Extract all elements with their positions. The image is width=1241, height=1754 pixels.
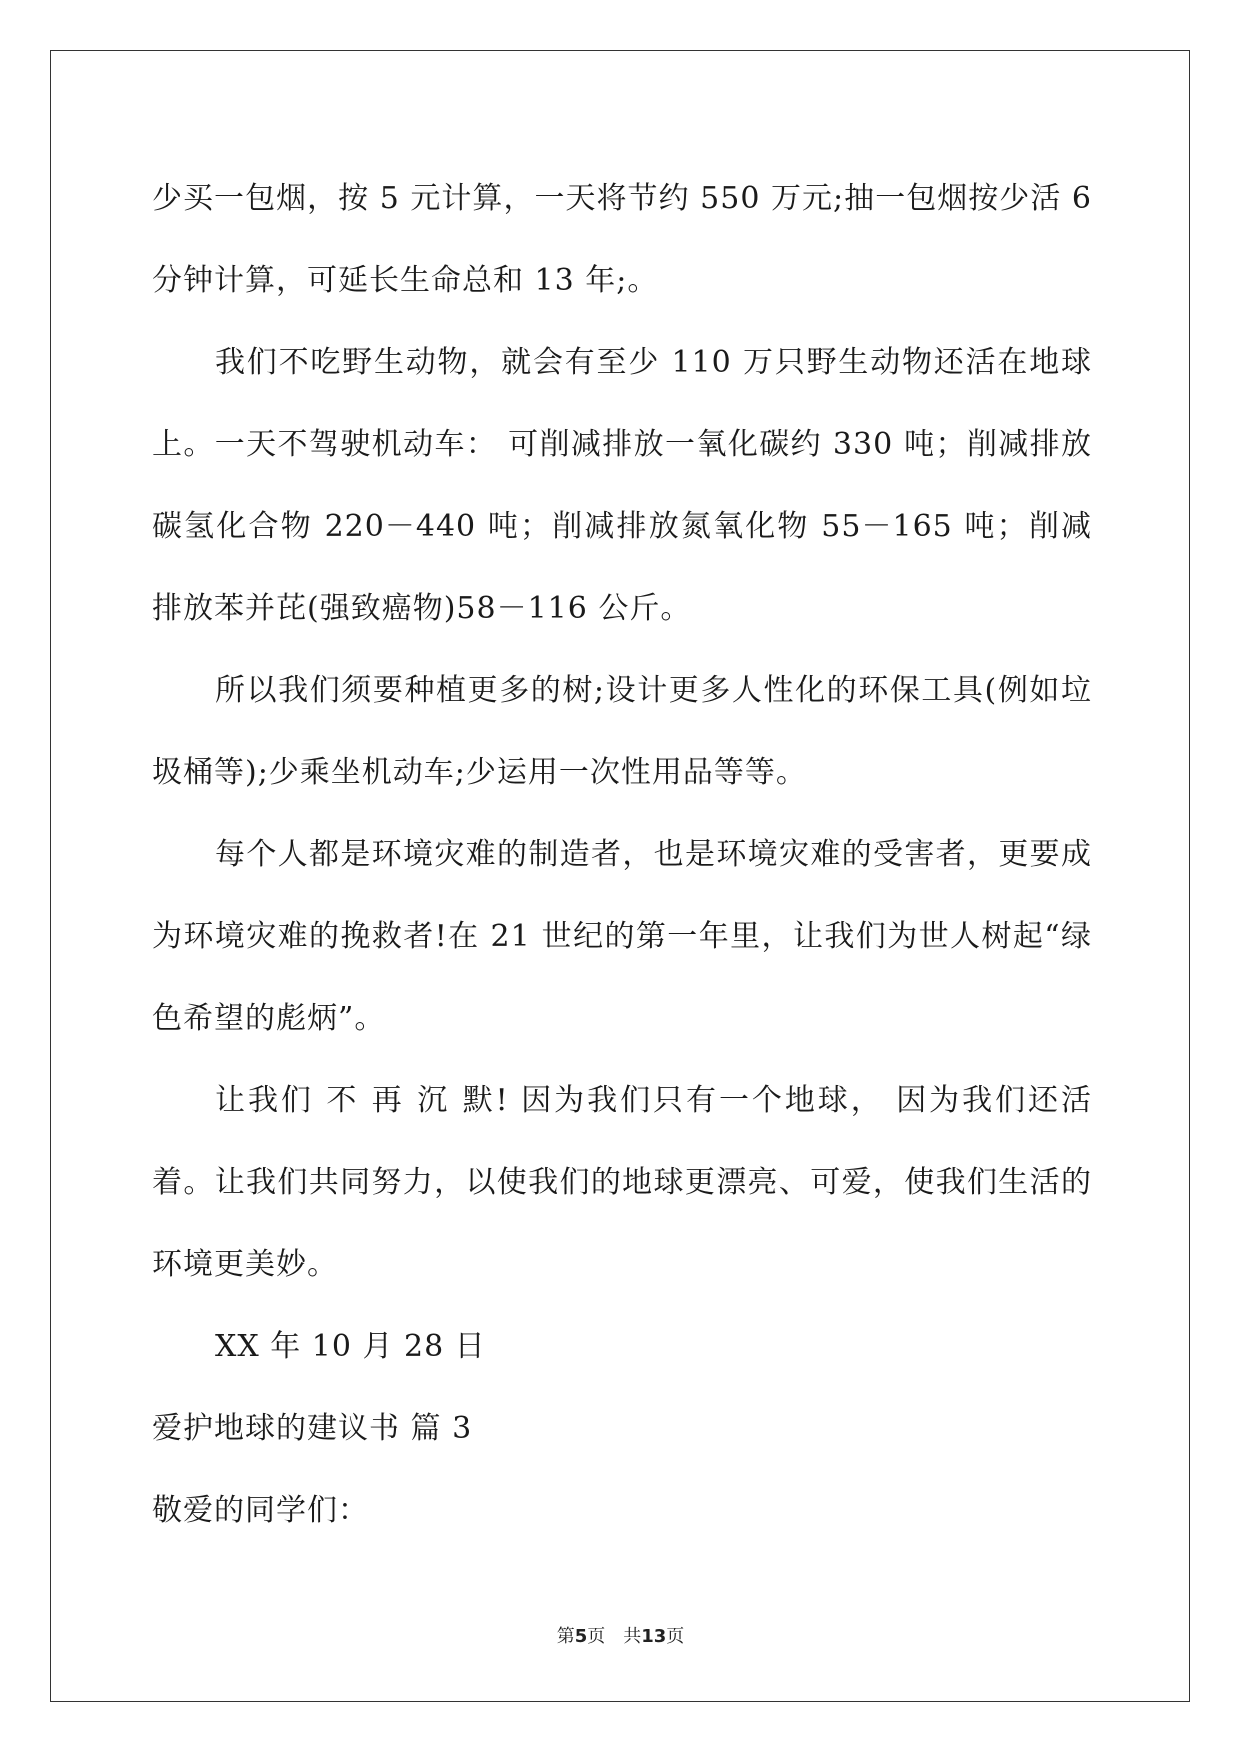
- footer-total-prefix: 共: [623, 1626, 642, 1647]
- footer-page-unit: 页: [587, 1626, 606, 1647]
- document-body: [152, 158, 1103, 1552]
- total-pages-number: 13: [641, 1626, 667, 1647]
- paragraph-call-to-action: 让我们 不 再 沉 默! 因为我们只有一个地球， 因为我们还活着。让我们共同努力，以使我们的地球更漂亮、可爱，使我们生活的环境更美妙。: [152, 1083, 1092, 1282]
- paragraph-date: XX 年 10 月 28 日: [215, 1329, 486, 1364]
- footer-total-unit: 页: [666, 1626, 685, 1647]
- paragraph-responsibility: 每个人都是环境灾难的制造者，也是环境灾难的受害者，更要成为环境灾难的挽救者!在 21 世纪的第一年里，让我们为世人树起“绿色希望的彪炳”。: [152, 837, 1092, 1036]
- footer-prefix: 第: [556, 1626, 575, 1647]
- paragraph-wildlife-vehicles: 我们不吃野生动物，就会有至少 110 万只野生动物还活在地球上。一天不驾驶机动车： 可削减排放一氧化碳约 330 吨；削减排放碳氢化合物 220－440 吨；削减排放氮氧化物 55－165 吨；削减排放苯并芘(强致癌物)58－116 公斤。: [152, 345, 1092, 626]
- paragraph-trees: 所以我们须要种植更多的树;设计更多人性化的环保工具(例如垃圾桶等);少乘坐机动车;少运用一次性用品等等。: [152, 673, 1092, 790]
- current-page-number: 5: [574, 1626, 588, 1647]
- section-heading: 爱护地球的建议书 篇 3: [152, 1411, 473, 1446]
- salutation: 敬爱的同学们：: [152, 1493, 369, 1528]
- page-footer: [0, 1622, 1241, 1648]
- paragraph-smoking: 少买一包烟，按 5 元计算，一天将节约 550 万元;抽一包烟按少活 6 分钟计算，可延长生命总和 13 年;。: [152, 181, 1103, 298]
